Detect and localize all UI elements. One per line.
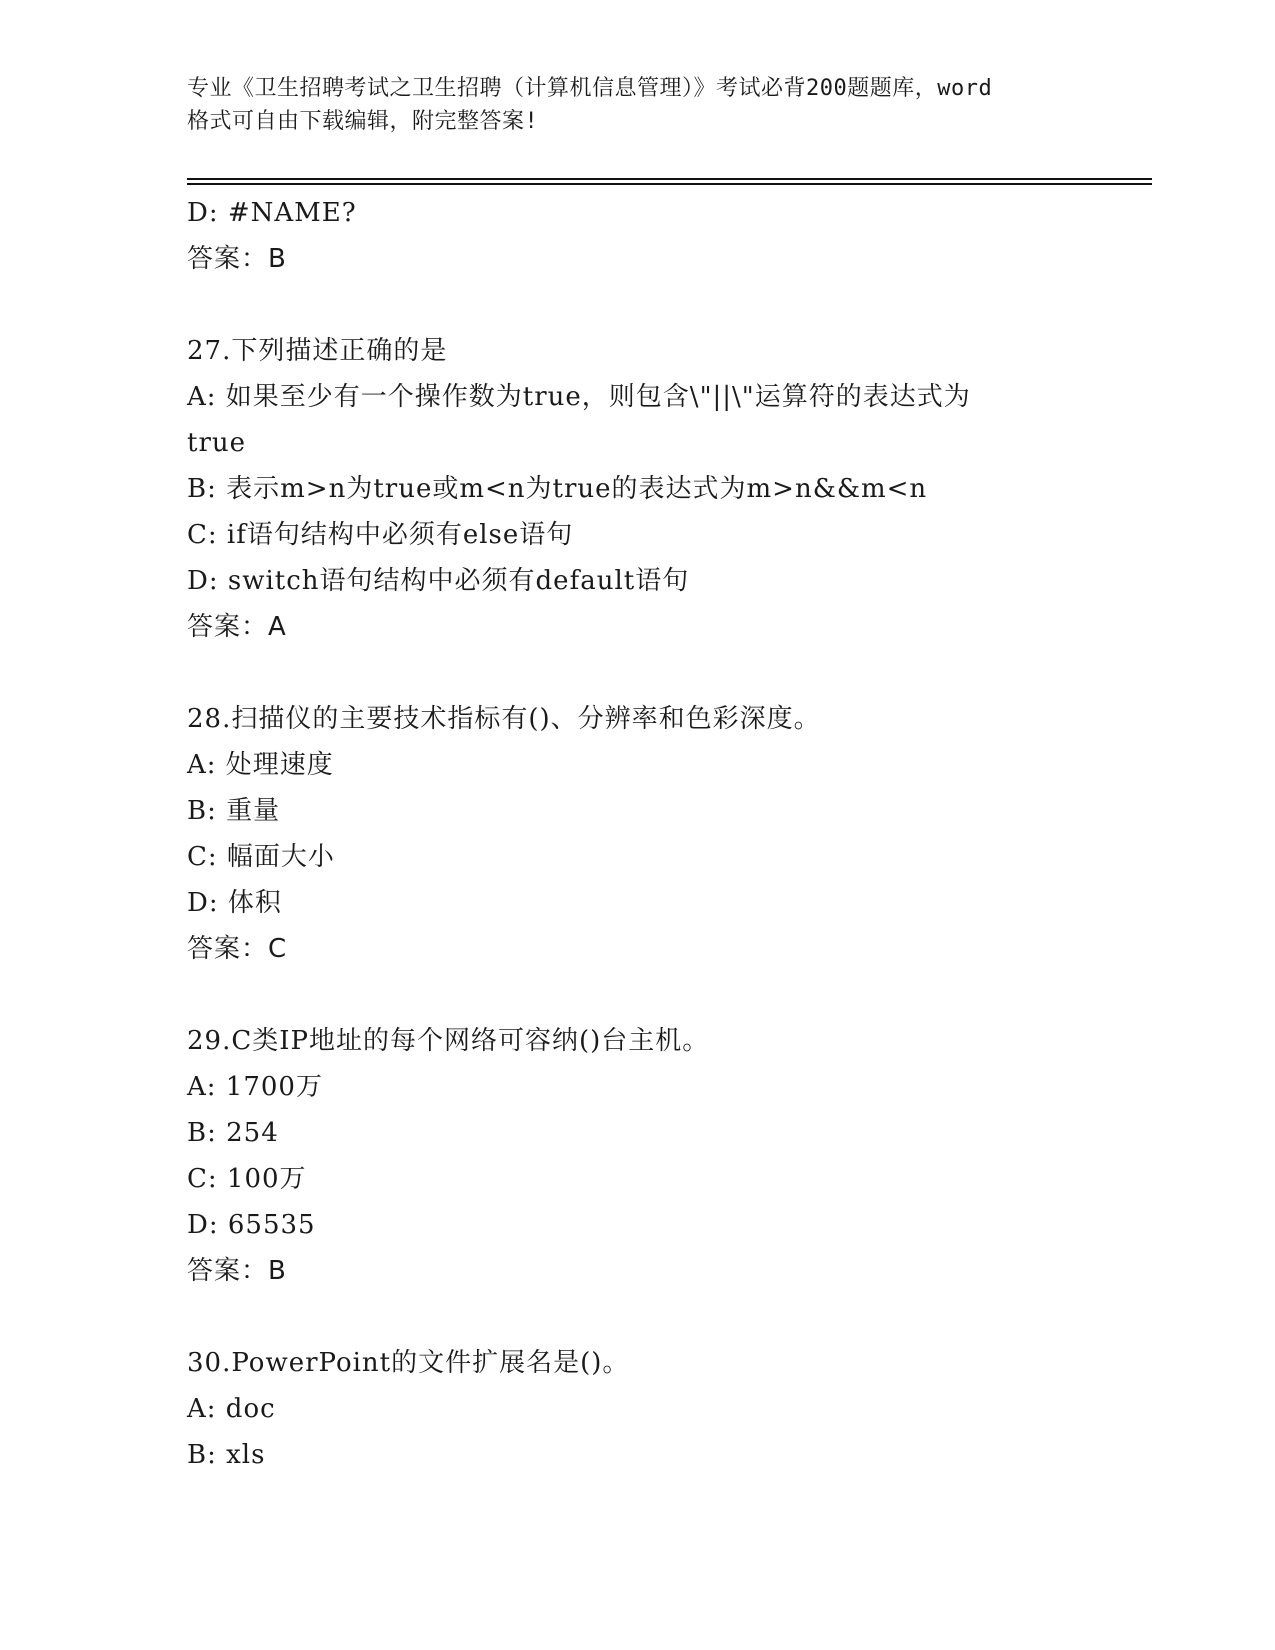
option-a: A: 如果至少有一个操作数为true，则包含\"||\"运算符的表达式为: [187, 382, 971, 412]
question-27: [187, 328, 1087, 650]
answer-line: 答案：C: [187, 934, 288, 964]
option-c: C: 100万: [187, 1164, 307, 1194]
question-title: 28.扫描仪的主要技术指标有()、分辨率和色彩深度。: [187, 704, 821, 734]
question-list: [187, 190, 1087, 1478]
header-divider-top: [187, 178, 1152, 180]
option-b: B: 254: [187, 1118, 279, 1148]
option-c: C: 幅面大小: [187, 842, 335, 872]
option-a: A: 处理速度: [187, 750, 334, 780]
option-d: D: 65535: [187, 1210, 316, 1240]
option-c: C: if语句结构中必须有else语句: [187, 520, 574, 550]
question-title: 27.下列描述正确的是: [187, 336, 448, 366]
answer-line: 答案：B: [187, 1256, 287, 1286]
document-header: [187, 72, 1087, 138]
previous-question-tail: [187, 190, 1087, 282]
spacer: [187, 972, 1087, 1018]
spacer: [187, 1294, 1087, 1340]
question-28: [187, 696, 1087, 972]
spacer: [187, 650, 1087, 696]
question-title: 30.PowerPoint的文件扩展名是()。: [187, 1348, 630, 1378]
option-d: D: #NAME?: [187, 198, 357, 228]
option-b: B: xls: [187, 1440, 266, 1470]
answer-line: 答案：B: [187, 244, 287, 274]
option-a: A: doc: [187, 1394, 276, 1424]
answer-line: 答案：A: [187, 612, 287, 642]
question-29: [187, 1018, 1087, 1294]
option-a-continued: true: [187, 428, 247, 458]
header-divider-bottom: [187, 183, 1152, 185]
header-line-2: 格式可自由下载编辑，附完整答案!: [187, 109, 539, 134]
spacer: [187, 282, 1087, 328]
header-line-1: 专业《卫生招聘考试之卫生招聘（计算机信息管理）》考试必背200题题库，word: [187, 76, 993, 101]
question-30: [187, 1340, 1087, 1478]
option-d: D: switch语句结构中必须有default语句: [187, 566, 690, 596]
option-a: A: 1700万: [187, 1072, 323, 1102]
option-b: B: 表示m>n为true或m<n为true的表达式为m>n&&m<n: [187, 474, 928, 504]
option-d: D: 体积: [187, 888, 282, 918]
option-b: B: 重量: [187, 796, 281, 826]
question-title: 29.C类IP地址的每个网络可容纳()台主机。: [187, 1026, 710, 1056]
